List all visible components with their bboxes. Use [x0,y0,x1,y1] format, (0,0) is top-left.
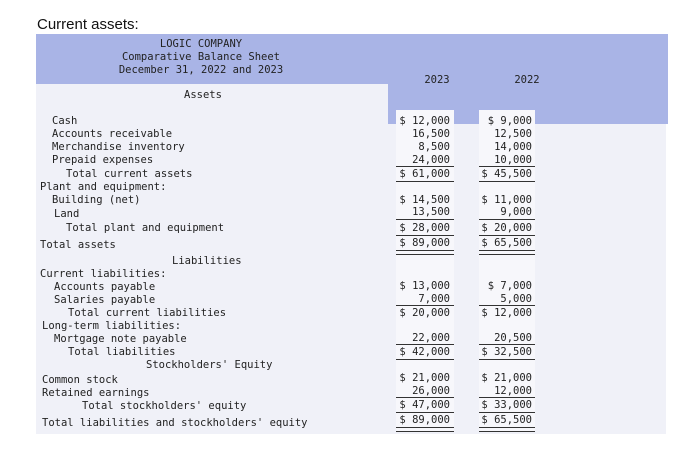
value-2022-land: 9,000 [500,206,532,218]
value-2022-salaries-payable: 5,000 [500,293,532,305]
section-liabilities: Liabilities [172,255,242,267]
column-header-2023: 2023 [424,74,450,86]
row-label-total-current-liabilities: Total current liabilities [68,307,227,319]
section-equity: Stockholders' Equity [146,359,273,371]
value-2023-cash: $ 12,000 [399,115,450,127]
row-label-prepaid: Prepaid expenses [52,154,154,166]
value-2023-total-equity: $ 47,000 [399,399,450,411]
value-2023-total-plant: $ 28,000 [399,222,450,234]
row-label-cash: Cash [52,115,78,127]
rule-2023-liabilities-total [396,359,454,360]
value-2023-total-assets: $ 89,000 [399,237,450,249]
company-name: LOGIC COMPANY [159,38,243,50]
value-2023-mortgage-note: 22,000 [412,332,450,344]
value-2022-retained-earnings: 12,000 [494,385,532,397]
row-label-total-current-assets: Total current assets [66,168,193,180]
row-label-mortgage-note: Mortgage note payable [54,333,187,345]
rule-2022-liabilities [479,344,535,345]
row-label-land: Land [54,208,80,220]
row-label-accounts-payable: Accounts payable [54,281,156,293]
row-label-total-plant: Total plant and equipment [66,222,225,234]
value-2022-inventory: 14,000 [494,141,532,153]
report-date: December 31, 2022 and 2023 [118,64,284,76]
rule-2023-liabilities [396,344,454,345]
value-2022-total-current-assets: $ 45,500 [481,168,532,180]
rule-2023-equity-total [396,412,454,413]
row-label-plant-equipment: Plant and equipment: [40,181,167,193]
row-label-common-stock: Common stock [42,374,118,386]
value-2023-building: $ 14,500 [399,194,450,206]
row-label-current-liabilities: Current liabilities: [40,268,167,280]
value-2023-land: 13,500 [412,206,450,218]
rule-2022-plant-total [479,235,535,236]
value-2022-mortgage-note: 20,500 [494,332,532,344]
value-2022-total-assets: $ 65,500 [481,237,532,249]
value-2022-cash: $ 9,000 [487,115,532,127]
rule-2022-current-liabilities [479,305,535,306]
row-label-total-equity: Total stockholders' equity [82,400,247,412]
row-label-accounts-receivable: Accounts receivable [52,128,173,140]
value-2022-total-liabilities-equity: $ 65,500 [481,414,532,426]
value-2023-total-current-liabilities: $ 20,000 [399,307,450,319]
section-assets: Assets [184,89,222,101]
value-2022-accounts-receivable: 12,500 [494,128,532,140]
value-2023-total-current-assets: $ 61,000 [399,168,450,180]
row-label-long-term-liabilities: Long-term liabilities: [42,320,182,332]
value-2022-common-stock: $ 21,000 [481,372,532,384]
column-header-2022: 2022 [514,74,540,86]
double-rule-2022-total-le [479,427,535,432]
value-2022-total-plant: $ 20,000 [481,222,532,234]
value-2023-accounts-payable: $ 13,000 [399,280,450,292]
row-label-total-assets: Total assets [40,239,116,251]
value-2022-total-equity: $ 33,000 [481,399,532,411]
rule-2022-current-assets [479,166,535,167]
rule-2022-current-assets-total [479,181,535,182]
rule-2022-liabilities-total [479,359,535,360]
value-2023-common-stock: $ 21,000 [399,372,450,384]
value-2022-total-liabilities: $ 32,500 [481,346,532,358]
rule-2022-plant [479,219,535,220]
value-2023-accounts-receivable: 16,500 [412,128,450,140]
value-2022-total-current-liabilities: $ 12,000 [481,307,532,319]
rule-2023-current-assets-total [396,181,454,182]
value-2023-retained-earnings: 26,000 [412,385,450,397]
double-rule-2022-total-assets [479,250,535,255]
row-label-salaries-payable: Salaries payable [54,294,156,306]
row-label-total-liabilities: Total liabilities [68,346,176,358]
rule-2023-equity [396,397,454,398]
value-2023-prepaid: 24,000 [412,154,450,166]
value-2022-accounts-payable: $ 7,000 [487,280,532,292]
report-title: Comparative Balance Sheet [121,51,281,63]
value-2023-total-liabilities: $ 42,000 [399,346,450,358]
rule-2023-current-assets [396,166,454,167]
value-2022-building: $ 11,000 [481,194,532,206]
rule-2022-equity [479,397,535,398]
value-2023-salaries-payable: 7,000 [418,293,450,305]
balance-sheet [36,34,666,434]
value-2022-prepaid: 10,000 [494,154,532,166]
rule-2023-plant [396,219,454,220]
double-rule-2023-total-le [396,427,454,432]
double-rule-2023-total-assets [396,250,454,255]
value-2023-inventory: 8,500 [418,141,450,153]
row-label-inventory: Merchandise inventory [52,141,185,153]
value-2023-total-liabilities-equity: $ 89,000 [399,414,450,426]
row-label-building: Building (net) [52,194,141,206]
row-label-retained-earnings: Retained earnings [42,387,150,399]
row-label-total-liabilities-equity: Total liabilities and stockholders' equity [42,417,308,429]
page-heading: Current assets: [37,16,139,33]
rule-2022-equity-total [479,412,535,413]
rule-2023-current-liabilities [396,305,454,306]
rule-2023-plant-total [396,235,454,236]
